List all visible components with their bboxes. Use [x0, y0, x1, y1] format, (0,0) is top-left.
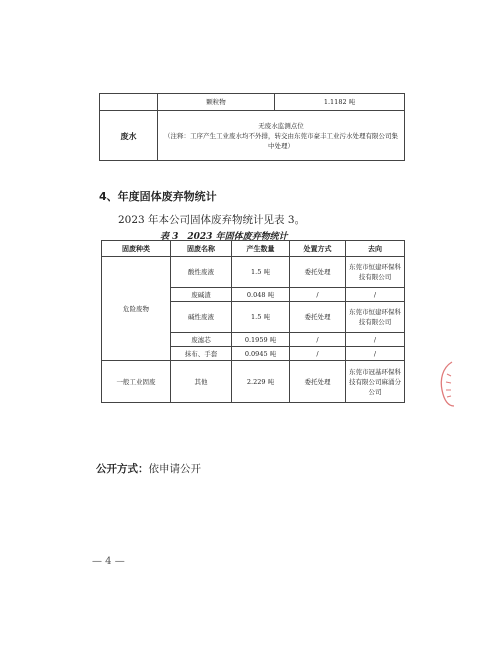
- destination-cell: /: [346, 288, 405, 302]
- disclosure-value: 依申请公开: [148, 463, 201, 475]
- section-title: 4、年度固体废弃物统计: [99, 190, 217, 203]
- destination-cell: /: [346, 347, 405, 361]
- table-header-row: [102, 241, 405, 257]
- category-cell: 一般工业固废: [102, 361, 171, 403]
- header-destination: 去向: [346, 241, 405, 257]
- quantity-cell: 0.048 吨: [232, 288, 290, 302]
- header-category: 固废种类: [102, 241, 171, 257]
- waste-name-cell: 酸性废液: [171, 257, 232, 288]
- destination-cell: 东莞市冠基环保科技有限公司麻涌分公司: [346, 361, 405, 403]
- destination-cell: 东莞市恒建环保科技有限公司: [346, 257, 405, 288]
- table-row: [100, 111, 405, 161]
- pollutant-cell: 颗粒物: [158, 94, 275, 111]
- disclosure-line: [96, 461, 201, 476]
- disclosure-label: 公开方式：: [96, 463, 149, 475]
- solid-waste-table: [101, 240, 405, 403]
- page-number: — 4 —: [92, 556, 125, 567]
- quantity-cell: 2.229 吨: [232, 361, 290, 403]
- waste-name-cell: 废滤芯: [171, 333, 232, 347]
- section-intro: 2023 年本公司固体废弃物统计见表 3。: [118, 214, 306, 226]
- quantity-cell: 0.1959 吨: [232, 333, 290, 347]
- destination-cell: 东莞市恒建环保科技有限公司: [346, 302, 405, 333]
- method-cell: 委托处理: [290, 361, 346, 403]
- table-caption: 表 3 2023 年固体废弃物统计: [160, 232, 288, 242]
- table-row: [102, 361, 405, 403]
- table-cell: [100, 94, 158, 111]
- amount-cell: 1.1182 吨: [275, 94, 405, 111]
- quantity-cell: 1.5 吨: [232, 257, 290, 288]
- method-cell: /: [290, 333, 346, 347]
- wastewater-note-cell: [158, 111, 405, 161]
- waste-name-cell: 碱性废液: [171, 302, 232, 333]
- quantity-cell: 1.5 吨: [232, 302, 290, 333]
- method-cell: 委托处理: [290, 257, 346, 288]
- category-cell: 危险废物: [102, 257, 171, 361]
- table-row: [102, 257, 405, 288]
- table-row: [100, 94, 405, 111]
- waste-name-cell: 废碱渣: [171, 288, 232, 302]
- quantity-cell: 0.0945 吨: [232, 347, 290, 361]
- wastewater-note-line2: （注释：工序产生工业废水均不外排，转交由东莞市豪丰工业污水处理有限公司集中处理）: [164, 131, 398, 150]
- method-cell: /: [290, 288, 346, 302]
- header-method: 处置方式: [290, 241, 346, 257]
- wastewater-label: 废水: [100, 111, 158, 161]
- destination-cell: /: [346, 333, 405, 347]
- header-name: 固废名称: [171, 241, 232, 257]
- method-cell: /: [290, 347, 346, 361]
- waste-name-cell: 抹布、手套: [171, 347, 232, 361]
- header-quantity: 产生数量: [232, 241, 290, 257]
- wastewater-note-line1: 无废水监测点位: [258, 121, 304, 130]
- method-cell: 委托处理: [290, 302, 346, 333]
- waste-name-cell: 其他: [171, 361, 232, 403]
- emissions-table: [99, 93, 405, 161]
- seal-stamp-icon: [438, 360, 456, 408]
